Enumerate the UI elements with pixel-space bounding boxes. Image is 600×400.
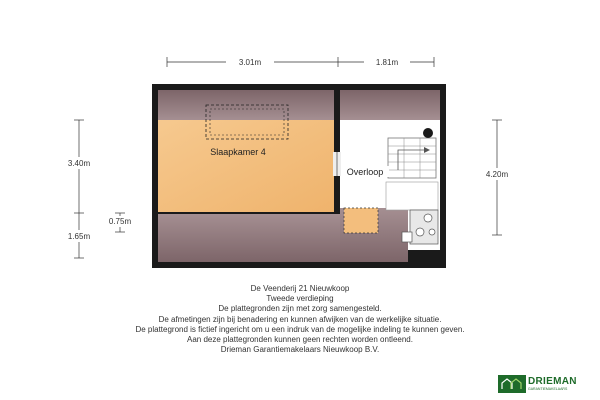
logo-name: DRIEMAN [528,376,577,387]
dimension-height-inner [101,213,139,232]
dimension-height-left-top [60,120,98,213]
room-label-bedroom: Slaapkamer 4 [210,147,266,157]
caption-disclaimer-3: De plattegrond is fictief ingericht om u een indruk van de mogelijke indeling te kunnen geven. [135,324,465,334]
landing-wall [386,182,438,210]
caption-disclaimer-1: De plattegronden zijn met zorg samengesteld. [218,304,382,314]
house-logo-icon [498,375,526,393]
caption-address: De Veenderij 21 Nieuwkoop [250,284,350,293]
caption-disclaimer-4: Aan deze plattegronden kunnen geen rechten worden ontleend. [187,335,413,345]
interior-wall-bottom [158,212,340,214]
caption-floor: Tweede verdieping [266,294,334,304]
dimension-label: 4.20m [485,170,509,179]
drieman-logo [498,375,590,393]
dimension-label: 0.75m [108,217,132,226]
interior-wall [334,90,340,213]
dimension-label: 1.81m [375,58,399,67]
dimension-width-left [167,55,338,67]
staircase [388,138,436,178]
dimension-label: 3.01m [238,58,262,67]
bedroom-floor [158,120,334,213]
chimney-pipe [423,128,433,138]
room-label-landing: Overloop [346,167,384,177]
dimension-label: 1.65m [67,232,91,241]
caption-disclaimer-2: De afmetingen zijn bij benadering en kunnen afwijken van de werkelijke situatie. [158,314,442,324]
caption-block [0,284,600,355]
dimension-label: 3.40m [67,159,91,168]
floor-hatch [344,208,378,233]
roof-slope-top-right [340,90,440,120]
logo-tagline: GARANTIEMAKELAARS [528,387,568,391]
dimension-height-left-bottom [60,213,98,258]
roof-slope-bottom-left [158,213,340,262]
dimension-height-right [478,120,516,235]
caption-company: Drieman Garantiemakelaars Nieuwkoop B.V. [220,345,380,355]
dimension-width-right [338,55,434,67]
